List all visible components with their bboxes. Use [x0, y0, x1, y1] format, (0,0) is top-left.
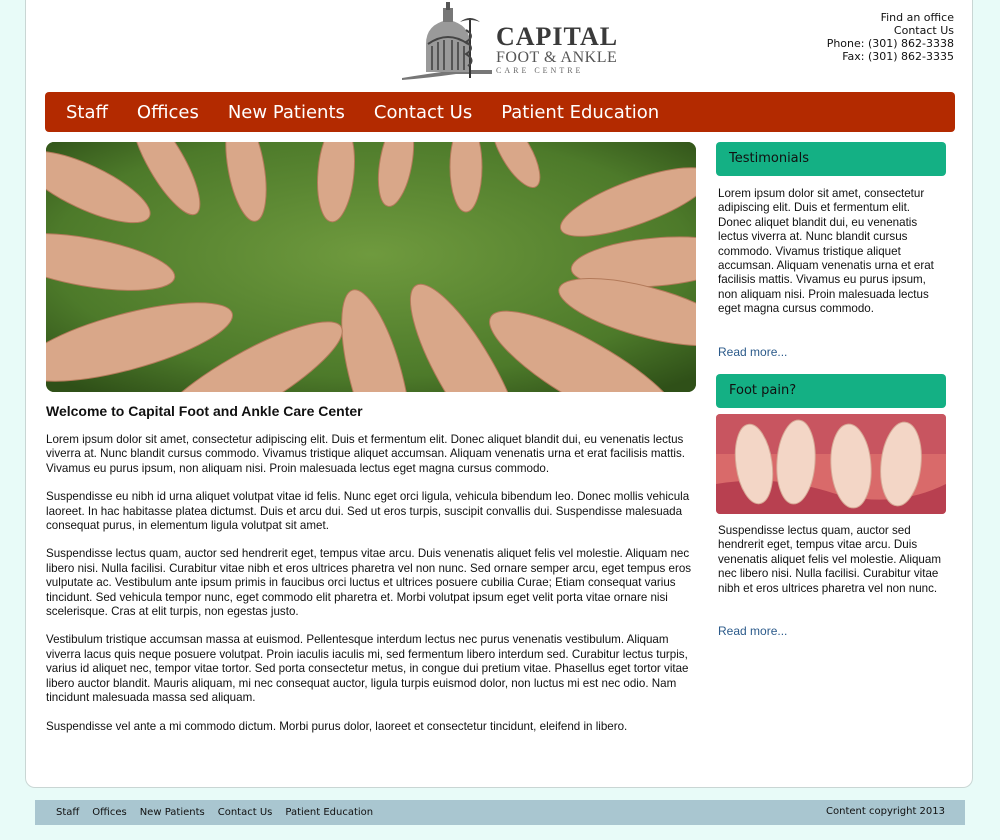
footer-bar: [35, 800, 965, 825]
article-paragraph: Vestibulum tristique accumsan massa at euismod. Pellentesque interdum lectus nec purus venenatis vestibulum. Aliquam viverra lacus quis neque posuere volutpat. Proin iaculis iaculis mi, sed fermentum libero interdum sed. Curabitur lectus turpis, varius id aliquet nec, tempor vitae tortor. Sed porta consectetur metus, in congue dui pretium vitae. Phasellus eget tortor vitae libero auctor blandit. Mauris aliquam, mi nec consequat auctor, ligula turpis euismod dolor, non luctus mi est nec odio. Nam tincidunt malesuada massa sed aliquam.: [46, 633, 689, 705]
page-container: [25, 0, 973, 788]
main-article: [46, 433, 696, 748]
testimonials-heading: Testimonials: [716, 142, 946, 176]
foot-pain-text: Suspendisse lectus quam, auctor sed hendrerit eget, tempus vitae arcu. Duis venenatis aliquet felis vel molestie. Aliquam nec libero nisi. Nulla facilisi. Curabitur vitae nibh et eros ultrices pharetra vel non nunc.: [718, 524, 941, 595]
logo-subtitle: FOOT & ANKLE: [496, 49, 618, 66]
logo-tagline: CARE CENTRE: [496, 66, 584, 75]
header-contact-link[interactable]: Contact Us: [893, 24, 954, 37]
article-paragraph: Suspendisse lectus quam, auctor sed hendrerit eget, tempus vitae arcu. Duis venenatis aliquet felis vel molestie. Aliquam nec libero nisi. Nulla facilisi. Curabitur vitae nibh et eros ultrices pharetra vel non nunc. Sed ornare semper arcu, eget tempus eros vulputate ac. Vestibulum ante ipsum primis in faucibus orci luctus et ultrices posuere cubilia Curae; Etiam consequat varius tincidunt. Sed vehicula tempor nunc, eget commodo elit pharetra et. Morbi volutpat ipsum eget velit porta vitae ornare nisi scelerisque. Cras at elit turpis, non egestas justo.: [46, 547, 692, 619]
logo-title: CAPITAL: [496, 22, 619, 51]
footer-link-new-patients[interactable]: New Patients: [139, 807, 205, 818]
foot-pain-read-more-link[interactable]: Read more...: [718, 624, 788, 638]
hero-photo-feet-circle: [46, 142, 696, 392]
nav-item-contact-us[interactable]: Contact Us: [373, 101, 473, 123]
header-contact: [827, 11, 954, 63]
testimonials-read-more-link[interactable]: Read more...: [718, 345, 788, 359]
nav-item-staff[interactable]: Staff: [66, 101, 108, 123]
article-paragraph: Lorem ipsum dolor sit amet, consectetur adipiscing elit. Duis et fermentum elit. Donec aliquet blandit dui, eu venenatis lectus viverra at. Nunc blandit cursus commodo. Vivamus tristique aliquet accumsan. Aliquam venenatis urna et erat facilisis mattis. Vivamus eu purus ipsum, non aliquam nisi. Proin malesuada lectus eget magna cursus commodo.: [46, 433, 686, 475]
nav-item-offices[interactable]: Offices: [136, 101, 199, 123]
nav-item-patient-education[interactable]: Patient Education: [501, 101, 660, 123]
article-paragraph: Suspendisse vel ante a mi commodo dictum. Morbi purus dolor, laoreet et consectetur tincidunt, eleifend in libero.: [46, 719, 628, 733]
site-logo[interactable]: [396, 0, 619, 84]
page-title: Welcome to Capital Foot and Ankle Care Center: [46, 403, 363, 419]
fax-number: Fax: (301) 862-3335: [842, 50, 954, 63]
phone-number: Phone: (301) 862-3338: [826, 37, 954, 50]
foot-pain-heading: Foot pain?: [716, 374, 946, 408]
find-office-link[interactable]: Find an office: [880, 11, 954, 24]
footer-link-offices[interactable]: Offices: [92, 807, 127, 818]
footer-link-staff[interactable]: Staff: [56, 807, 80, 818]
footer-link-patient-education[interactable]: Patient Education: [285, 807, 374, 818]
capitol-dome-icon: [396, 0, 496, 84]
foot-pain-photo: [716, 414, 946, 514]
testimonials-text: Lorem ipsum dolor sit amet, consectetur adipiscing elit. Duis et fermentum elit. Donec aliquet blandit dui, eu venenatis lectus viverra at. Nunc blandit cursus commodo. Vivamus tristique aliquet accumsan. Aliquam venenatis urna et erat facilisis mattis. Vivamus eu purus ipsum, non aliquam nisi. Proin malesuada lectus eget magna cursus commodo.: [718, 187, 934, 316]
footer-link-contact-us[interactable]: Contact Us: [217, 807, 273, 818]
main-nav: [45, 92, 955, 132]
copyright-text: Content copyright 2013: [826, 806, 945, 817]
article-paragraph: Suspendisse eu nibh id urna aliquet volutpat vitae id felis. Nunc eget orci ligula, vehicula bibendum leo. Donec mollis vehicula laoreet. In hac habitasse platea dictumst. Duis et arcu dui. Sed ut eros turpis, suscipit convallis dui. Suspendisse malesuada consequat purus, in elementum ligula volutpat sit amet.: [46, 490, 690, 533]
nav-item-new-patients[interactable]: New Patients: [227, 101, 345, 123]
